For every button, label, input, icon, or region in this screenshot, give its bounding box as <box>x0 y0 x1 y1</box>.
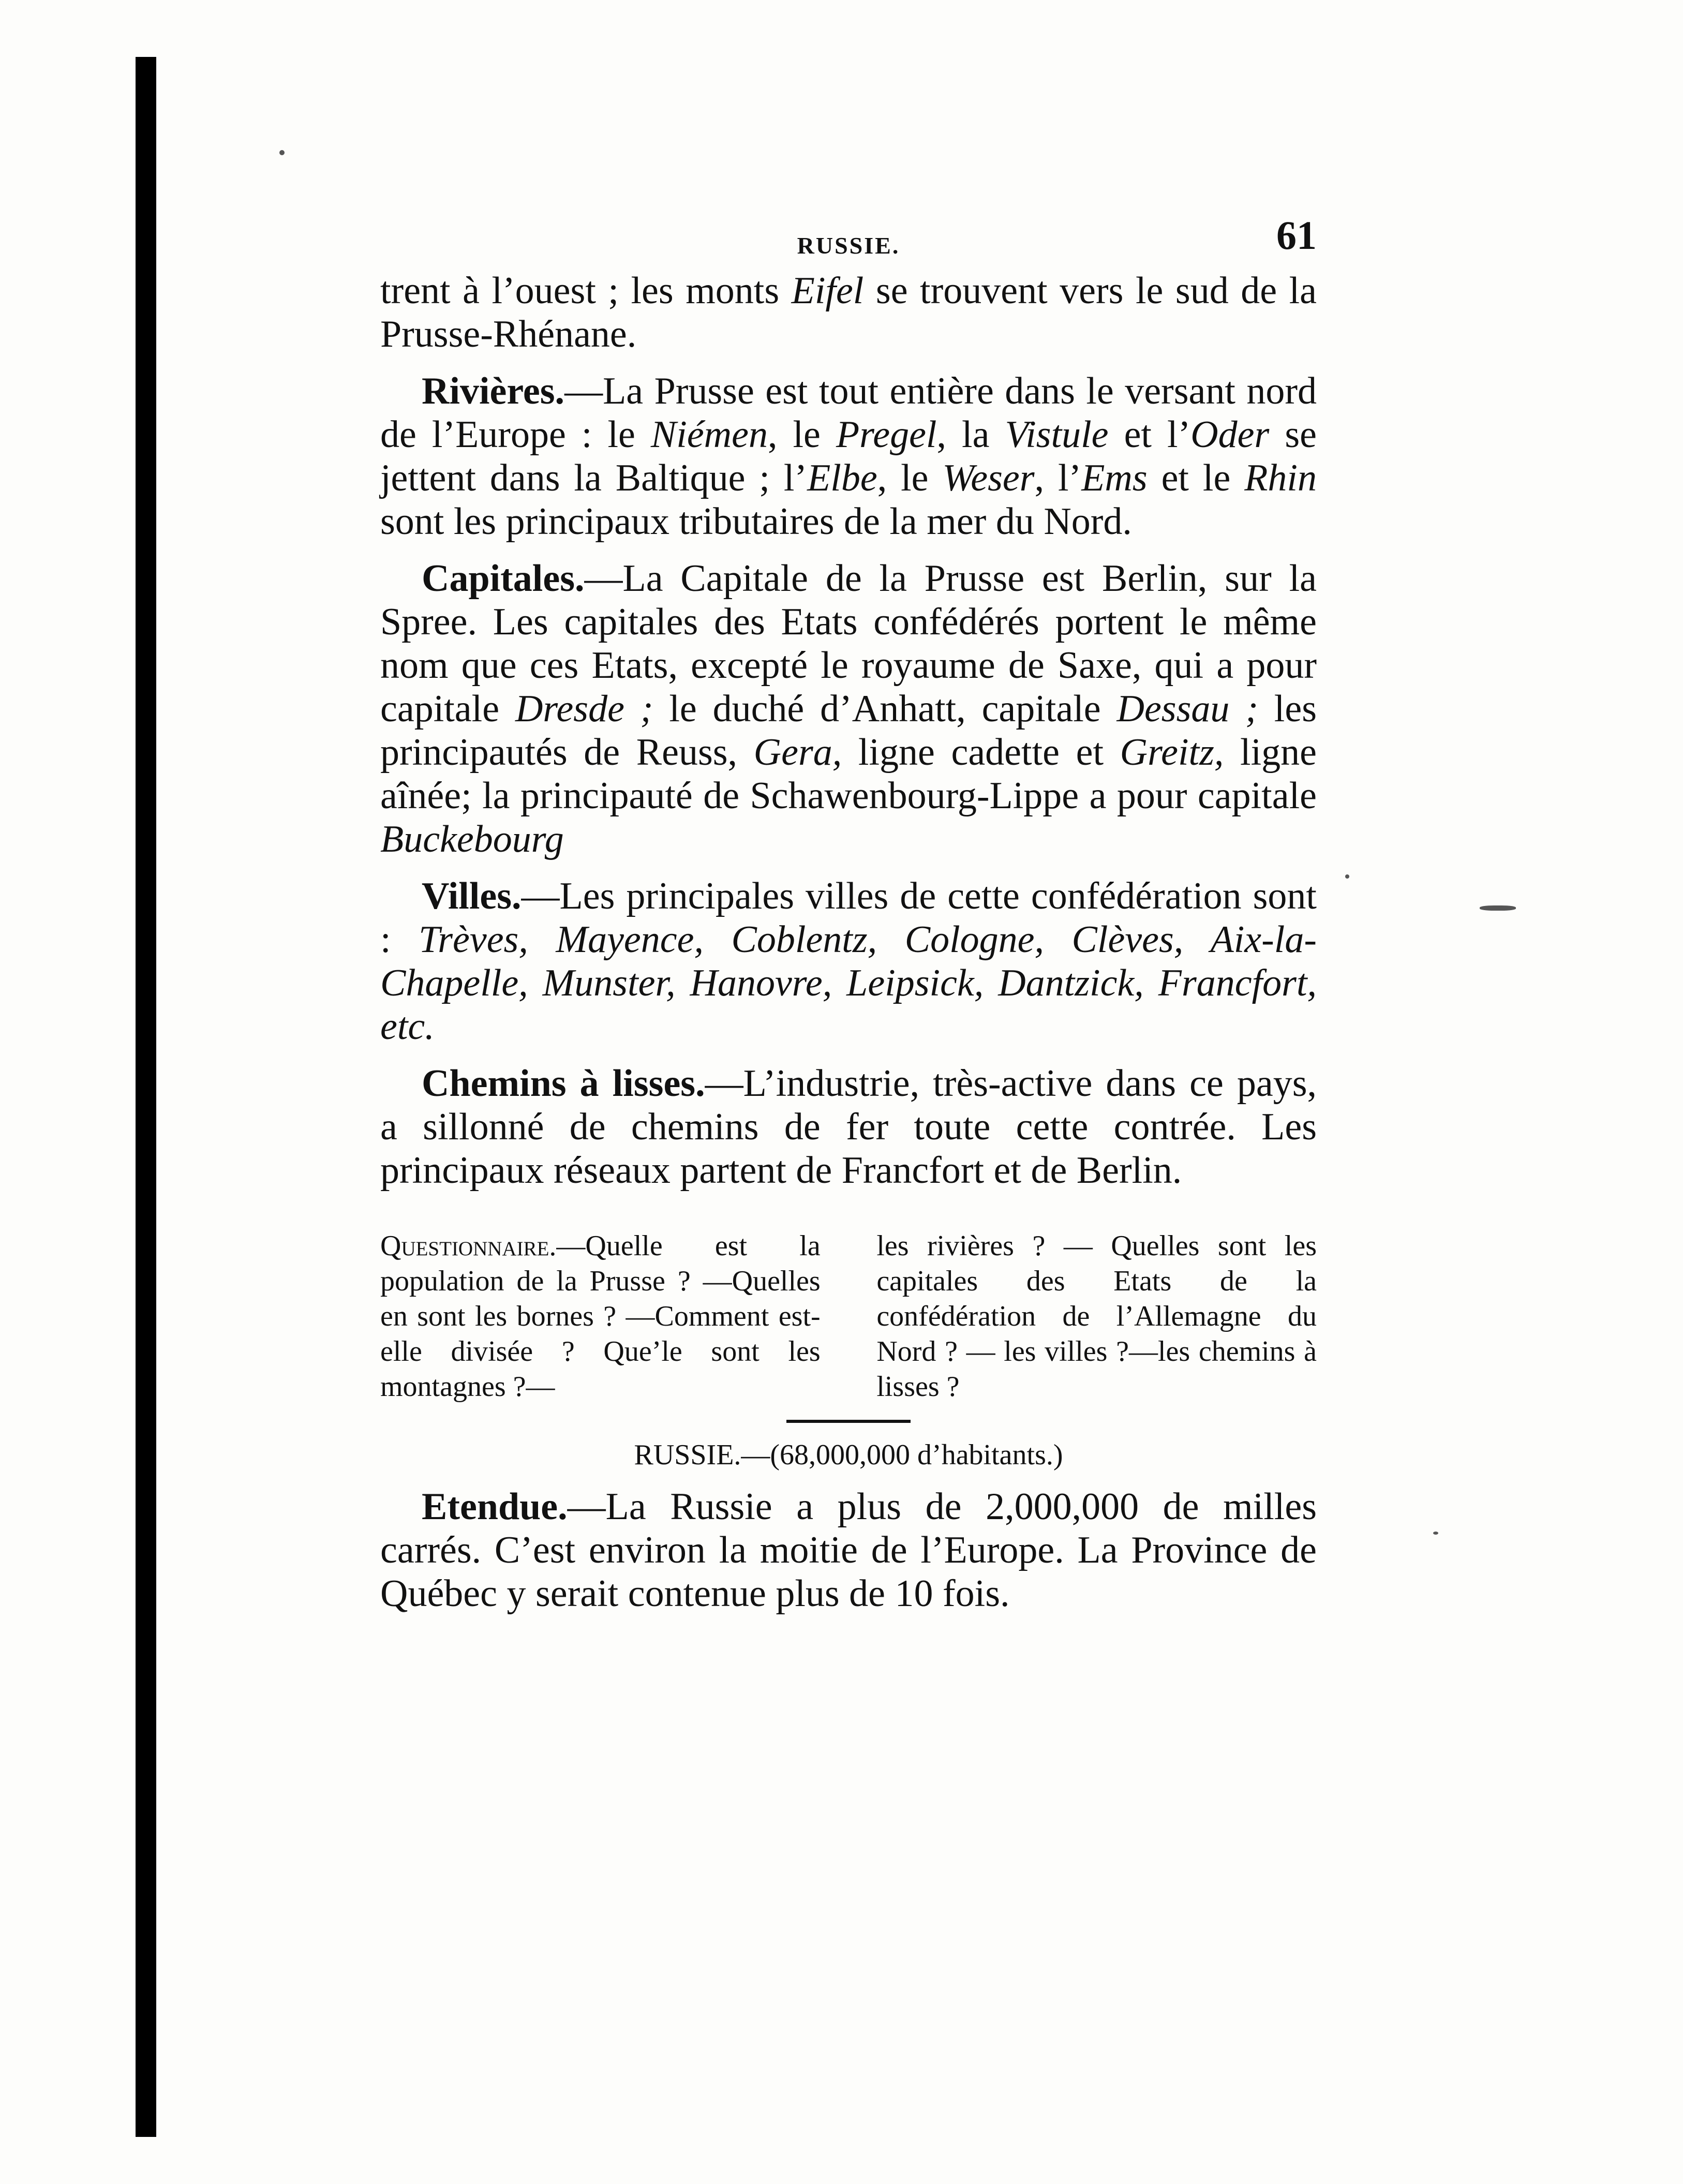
questionnaire-label: Questionnaire. <box>380 1230 557 1262</box>
text-run-italic: Oder <box>1190 413 1270 456</box>
questionnaire-right: les rivières ? — Quelles sont les capitales des Etats de la confédération de l’Allemagne du Nord ? — les villes ?—les chemins à lisses ? <box>876 1230 1317 1403</box>
paragraph-lead: Capitales. <box>422 557 585 600</box>
paragraph-lead: Rivières. <box>422 370 565 412</box>
questionnaire <box>380 1228 1317 1404</box>
page-body <box>380 212 1317 1615</box>
text-run: , la <box>936 413 1005 456</box>
paragraph-lead: Villes. <box>422 875 522 917</box>
section-divider <box>786 1420 911 1423</box>
text-run: —La Russie a plus de 2,000,000 de milles carrés. C’est environ la moitie de l’Europe. La Province de Québec y serait contenue plus de 10 fois. <box>380 1485 1317 1615</box>
questionnaire-text: —Quelle est la population de la Prusse ? —Quelles en sont les bornes ? —Comment est-elle divisée ? Que’le sont les montagnes ?— <box>380 1230 821 1403</box>
text-run-italic: Vistule <box>1005 413 1109 456</box>
text-run: ligne aînée; la principauté de Schawenbourg-Lippe a pour capitale <box>380 731 1317 817</box>
paragraph-rivieres <box>380 369 1317 543</box>
paragraph-capitales <box>380 557 1317 861</box>
scan-speck <box>279 150 285 155</box>
scan-speck <box>1480 905 1516 911</box>
text-run: se trouvent vers le sud de la Prusse-Rhénane. <box>380 270 1317 355</box>
text-run-italic: Buckebourg <box>380 818 564 860</box>
text-run: ligne cadette et <box>842 731 1120 774</box>
text-run: —La Capitale de la Prusse est Berlin, sur la Spree. Les capitales des Etats confédérés portent le même nom que ces Etats, excepté le royaume de Saxe, qui a pour capitale <box>380 557 1317 730</box>
page-header <box>380 212 1317 269</box>
text-run: et l’ <box>1108 413 1191 456</box>
text-run: —La Prusse est tout entière dans le versant nord de l’Europe : le <box>380 370 1317 456</box>
binding-edge <box>136 57 156 2137</box>
text-run: , le <box>767 413 836 456</box>
text-run-italic: Ems <box>1081 457 1148 499</box>
text-run: trent à l’ouest ; les monts <box>380 270 792 312</box>
text-run-italic: Gera, <box>753 731 842 774</box>
text-run-italic: Weser <box>942 457 1035 499</box>
paragraph-chemins <box>380 1062 1317 1192</box>
text-run-italic: Trèves, Mayence, Coblentz, Cologne, Clèves, Aix-la-Chapelle, Munster, Hanovre, Leipsick, Dantzick, Francfort, etc. <box>380 918 1317 1048</box>
text-run: et le <box>1147 457 1245 499</box>
text-run-italic: Niémen <box>650 413 768 456</box>
questionnaire-left <box>380 1228 821 1404</box>
text-run: —Les principales villes de cette confédération sont : <box>380 875 1317 961</box>
running-head: RUSSIE. <box>797 232 900 259</box>
scan-speck <box>1345 874 1349 879</box>
text-run-italic: Eifel <box>791 270 864 312</box>
text-run: les principautés de Reuss, <box>380 688 1317 774</box>
scan-speck <box>1433 1532 1438 1535</box>
text-run: , l’ <box>1034 457 1082 499</box>
section-title: RUSSIE.—(68,000,000 d’habitants.) <box>634 1439 1063 1471</box>
text-run-italic: Dessau ; <box>1116 688 1258 730</box>
text-run: se jettent dans la Baltique ; l’ <box>380 413 1317 499</box>
page-number: 61 <box>1276 213 1317 258</box>
text-run: le duché d’Anhatt, capitale <box>653 688 1117 730</box>
text-run-italic: Elbe <box>807 457 877 499</box>
text-run: sont les principaux tributaires de la mer du Nord. <box>380 500 1132 543</box>
paragraph-villes <box>380 874 1317 1048</box>
text-run-italic: Pregel <box>836 413 937 456</box>
paragraph-etendue <box>380 1485 1317 1615</box>
text-run-italic: Greitz, <box>1120 731 1224 774</box>
text-run: —L’industrie, très-active dans ce pays, a sillonné de chemins de fer toute cette contrée. Les principaux réseaux partent de Francfort et de Berlin. <box>380 1062 1317 1192</box>
text-run-italic: Dresde ; <box>515 688 653 730</box>
paragraph-lead: Chemins à lisses. <box>422 1062 705 1105</box>
text-run-italic: Rhin <box>1244 457 1317 499</box>
text-run: , le <box>877 457 943 499</box>
paragraph-continuation <box>380 269 1317 356</box>
paragraph-lead: Etendue. <box>422 1485 568 1528</box>
